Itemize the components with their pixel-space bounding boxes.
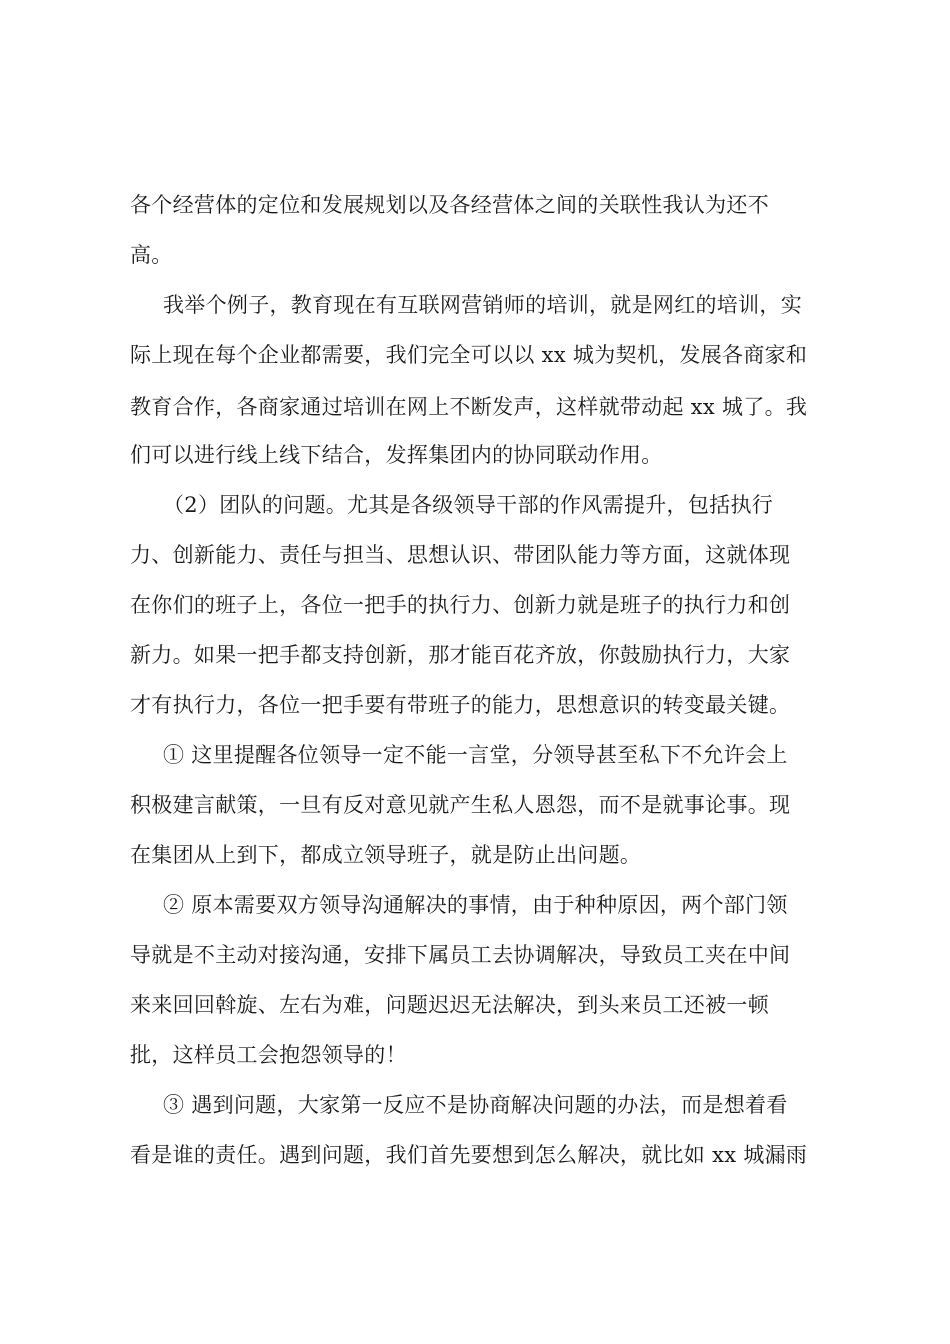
text-line: 新力。如果一把手都支持创新，那才能百花齐放，你鼓励执行力，大家 xyxy=(130,643,791,667)
paragraph-start-line: （2）团队的问题。尤其是各级领导干部的作风需提升，包括执行 xyxy=(163,493,774,517)
text-line: 看是谁的责任。遇到问题，我们首先要想到怎么解决，就比如 xx 城漏雨 xyxy=(130,1143,808,1167)
paragraph-start-line: ② 原本需要双方领导沟通解决的事情，由于种种原因，两个部门领 xyxy=(163,893,788,917)
text-line: 在集团从上到下，都成立领导班子，就是防止出问题。 xyxy=(130,843,642,867)
text-line: 在你们的班子上，各位一把手的执行力、创新力就是班子的执行力和创 xyxy=(130,593,791,617)
text-line: 积极建言献策，一旦有反对意见就产生私人恩怨，而不是就事论事。现 xyxy=(130,793,791,817)
text-line: 高。 xyxy=(130,243,173,267)
text-line: 来来回回斡旋、左右为难，问题迟迟无法解决，到头来员工还被一顿 xyxy=(130,993,769,1017)
text-line: 教育合作，各商家通过培训在网上不断发声，这样就带动起 xx 城了。我 xyxy=(130,395,808,419)
text-line: 批，这样员工会抱怨领导的！ xyxy=(130,1043,407,1067)
text-line: 力、创新能力、责任与担当、思想认识、带团队能力等方面，这就体现 xyxy=(130,543,791,567)
text-line: 导就是不主动对接沟通，安排下属员工去协调解决，导致员工夹在中间 xyxy=(130,943,791,967)
text-line: 各个经营体的定位和发展规划以及各经营体之间的关联性我认为还不 xyxy=(130,193,769,217)
text-line: 际上现在每个企业都需要，我们完全可以以 xx 城为契机，发展各商家和 xyxy=(130,343,808,367)
text-line: 才有执行力，各位一把手要有带班子的能力，思想意识的转变最关键。 xyxy=(130,693,791,717)
paragraph-start-line: 我举个例子，教育现在有互联网营销师的培训，就是网红的培训，实 xyxy=(163,293,802,317)
paragraph-start-line: ③ 遇到问题，大家第一反应不是协商解决问题的办法，而是想着看 xyxy=(163,1093,788,1117)
paragraph-start-line: ① 这里提醒各位领导一定不能一言堂，分领导甚至私下不允许会上 xyxy=(163,743,788,767)
text-line: 们可以进行线上线下结合，发挥集团内的协同联动作用。 xyxy=(130,443,663,467)
